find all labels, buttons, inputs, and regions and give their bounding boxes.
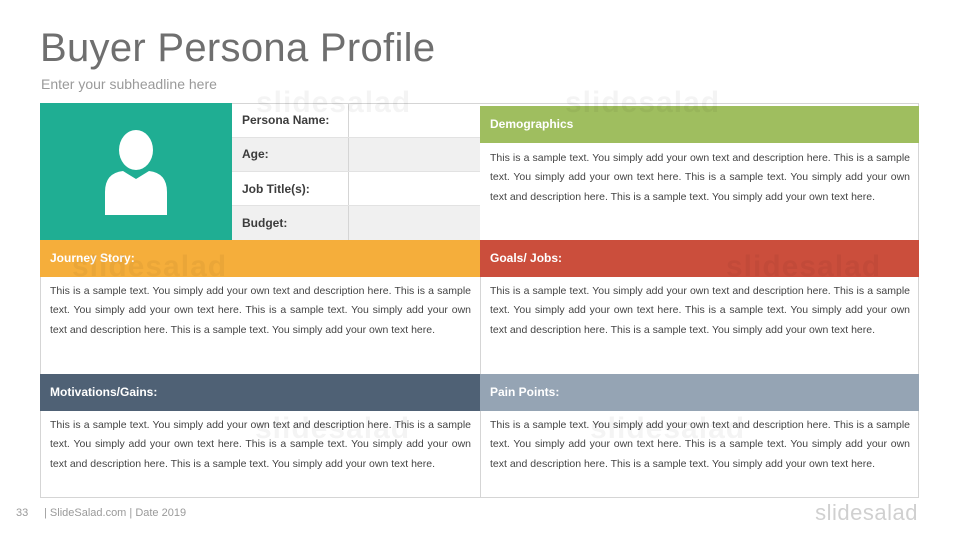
info-row-age (232, 137, 480, 171)
label-job-title: Job Title(s): (232, 172, 348, 206)
persona-avatar (40, 103, 232, 240)
page-number: 33 (16, 507, 29, 519)
pain-points-header: Pain Points: (480, 374, 919, 411)
label-age: Age: (232, 137, 348, 171)
value-age[interactable] (348, 137, 480, 171)
demographics-header: Demographics (480, 106, 919, 143)
persona-info-table (232, 103, 480, 241)
label-budget: Budget: (232, 206, 348, 240)
page-subtitle: Enter your subheadline here (41, 76, 217, 92)
journey-story-header: Journey Story: (40, 240, 480, 277)
value-job-title[interactable] (348, 172, 480, 206)
journey-story-text: This is a sample text. You simply add your own text and description here. This is a sample text. You simply add your own text here. This is a sample text. You simply add your own text and description here. This is a sample text. You simply add your own text here. (50, 285, 471, 336)
user-silhouette-icon (101, 129, 171, 215)
footer-text: | SlideSalad.com | Date 2019 (44, 507, 187, 519)
label-persona-name: Persona Name: (232, 103, 348, 137)
info-row-budget (232, 206, 480, 240)
value-budget[interactable] (348, 206, 480, 240)
page-title: Buyer Persona Profile (40, 26, 436, 70)
pain-points-text: This is a sample text. You simply add your own text and description here. This is a sample text. You simply add your own text here. This is a sample text. You simply add your own text and description here. This is a sample text. You simply add your own text here. (490, 419, 910, 470)
demographics-text: This is a sample text. You simply add your own text and description here. This is a sample text. You simply add your own text here. This is a sample text. You simply add your own text and description here. This is a sample text. You simply add your own text here. (490, 152, 910, 203)
goals-jobs-text: This is a sample text. You simply add your own text and description here. This is a sample text. You simply add your own text here. This is a sample text. You simply add your own text and description here. This is a sample text. You simply add your own text here. (490, 285, 910, 336)
motivations-gains-header: Motivations/Gains: (40, 374, 480, 411)
column-divider (480, 411, 481, 498)
goals-jobs-header: Goals/ Jobs: (480, 240, 919, 277)
info-row-job-title (232, 172, 480, 206)
motivations-gains-text: This is a sample text. You simply add your own text and description here. This is a sample text. You simply add your own text here. This is a sample text. You simply add your own text and description here. This is a sample text. You simply add your own text here. (50, 419, 471, 470)
column-divider (480, 277, 481, 374)
info-row-persona-name (232, 103, 480, 137)
value-persona-name[interactable] (348, 103, 480, 137)
brand-logo: slidesalad (815, 500, 918, 525)
